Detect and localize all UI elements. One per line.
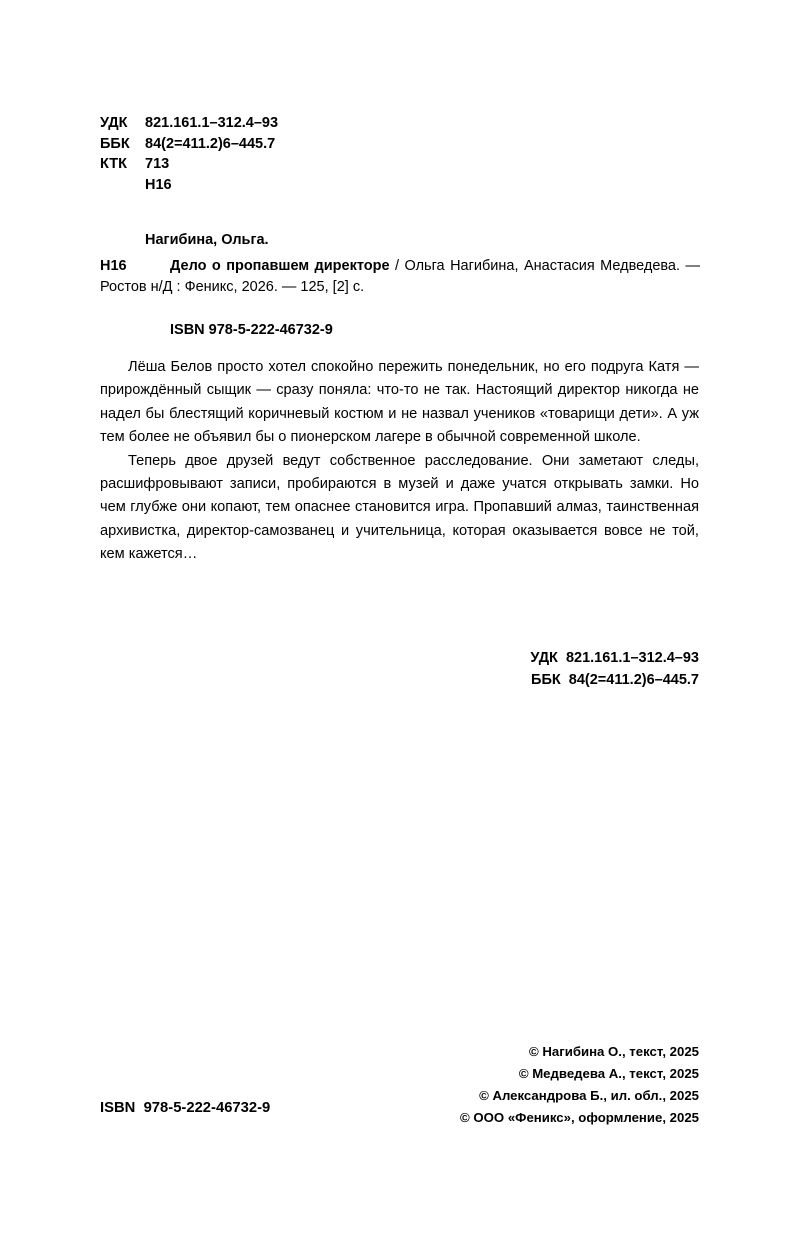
code-row (100, 175, 278, 196)
copyright-block (380, 1041, 699, 1129)
code-repeat-bbk: ББК 84(2=411.2)6–445.7 (531, 671, 699, 688)
isbn-top: ISBN 978-5-222-46732-9 (170, 322, 333, 338)
classification-codes (100, 113, 278, 195)
bib-title-line (100, 256, 700, 298)
code-key-ktk: КТК (100, 156, 127, 172)
bib-responsibility: / Ольга Нагибина, Анастасия Медведева. — Ростов н/Д : Феникс, 2026. — 125, [2] с. (100, 258, 700, 295)
bib-title: Дело о пропавшем директоре (170, 258, 390, 274)
bib-sigla: Н16 (100, 258, 127, 274)
code-key-bbk: ББК (100, 135, 130, 152)
code-value-bbk: 84(2=411.2)6–445.7 (145, 135, 276, 152)
code-value-sigla: Н16 (145, 176, 172, 193)
copyright-line: © Александрова Б., ил. обл., 2025 (479, 1088, 699, 1103)
code-key-udk: УДК (100, 115, 128, 131)
code-row (100, 154, 278, 175)
copyright-line: © Нагибина О., текст, 2025 (529, 1044, 699, 1059)
code-row (100, 113, 278, 134)
annotation-text (100, 356, 699, 567)
isbn-bottom: ISBN 978-5-222-46732-9 (100, 1100, 271, 1116)
classification-codes-repeat (380, 648, 699, 691)
code-value-ktk: 713 (145, 156, 170, 172)
bibliographic-record (100, 230, 700, 298)
annotation-paragraph: Лёша Белов просто хотел спокойно пережить понедельник, но его подруга Катя — прирождённый сыщик — сразу поняла: что-то не так. Настоящий директор никогда не надел бы блестящий коричневый костюм и не назвал учеников «товарищи дети». А уж тем более не объявил бы о пионерском лагере в обычной современной школе. (100, 359, 699, 446)
code-value-udk: 821.161.1–312.4–93 (145, 115, 279, 131)
code-repeat-udk: УДК 821.161.1–312.4–93 (530, 650, 699, 666)
annotation-paragraph: Теперь двое друзей ведут собственное расследование. Они заметают следы, расшифровывают записи, пробираются в музей и даже учатся открывать замки. Но чем глубже они копают, тем опаснее становится игра. Пропавший алмаз, таинственная архивистка, директор-самозванец и учительница, которая оказывается вовсе не той, кем кажется… (100, 452, 699, 563)
code-row (100, 134, 278, 155)
bib-description (100, 256, 700, 298)
bib-author: Нагибина, Ольга. (145, 232, 269, 248)
copyright-line: © Медведева А., текст, 2025 (518, 1066, 699, 1081)
copyright-line: © ООО «Феникс», оформление, 2025 (460, 1110, 699, 1125)
